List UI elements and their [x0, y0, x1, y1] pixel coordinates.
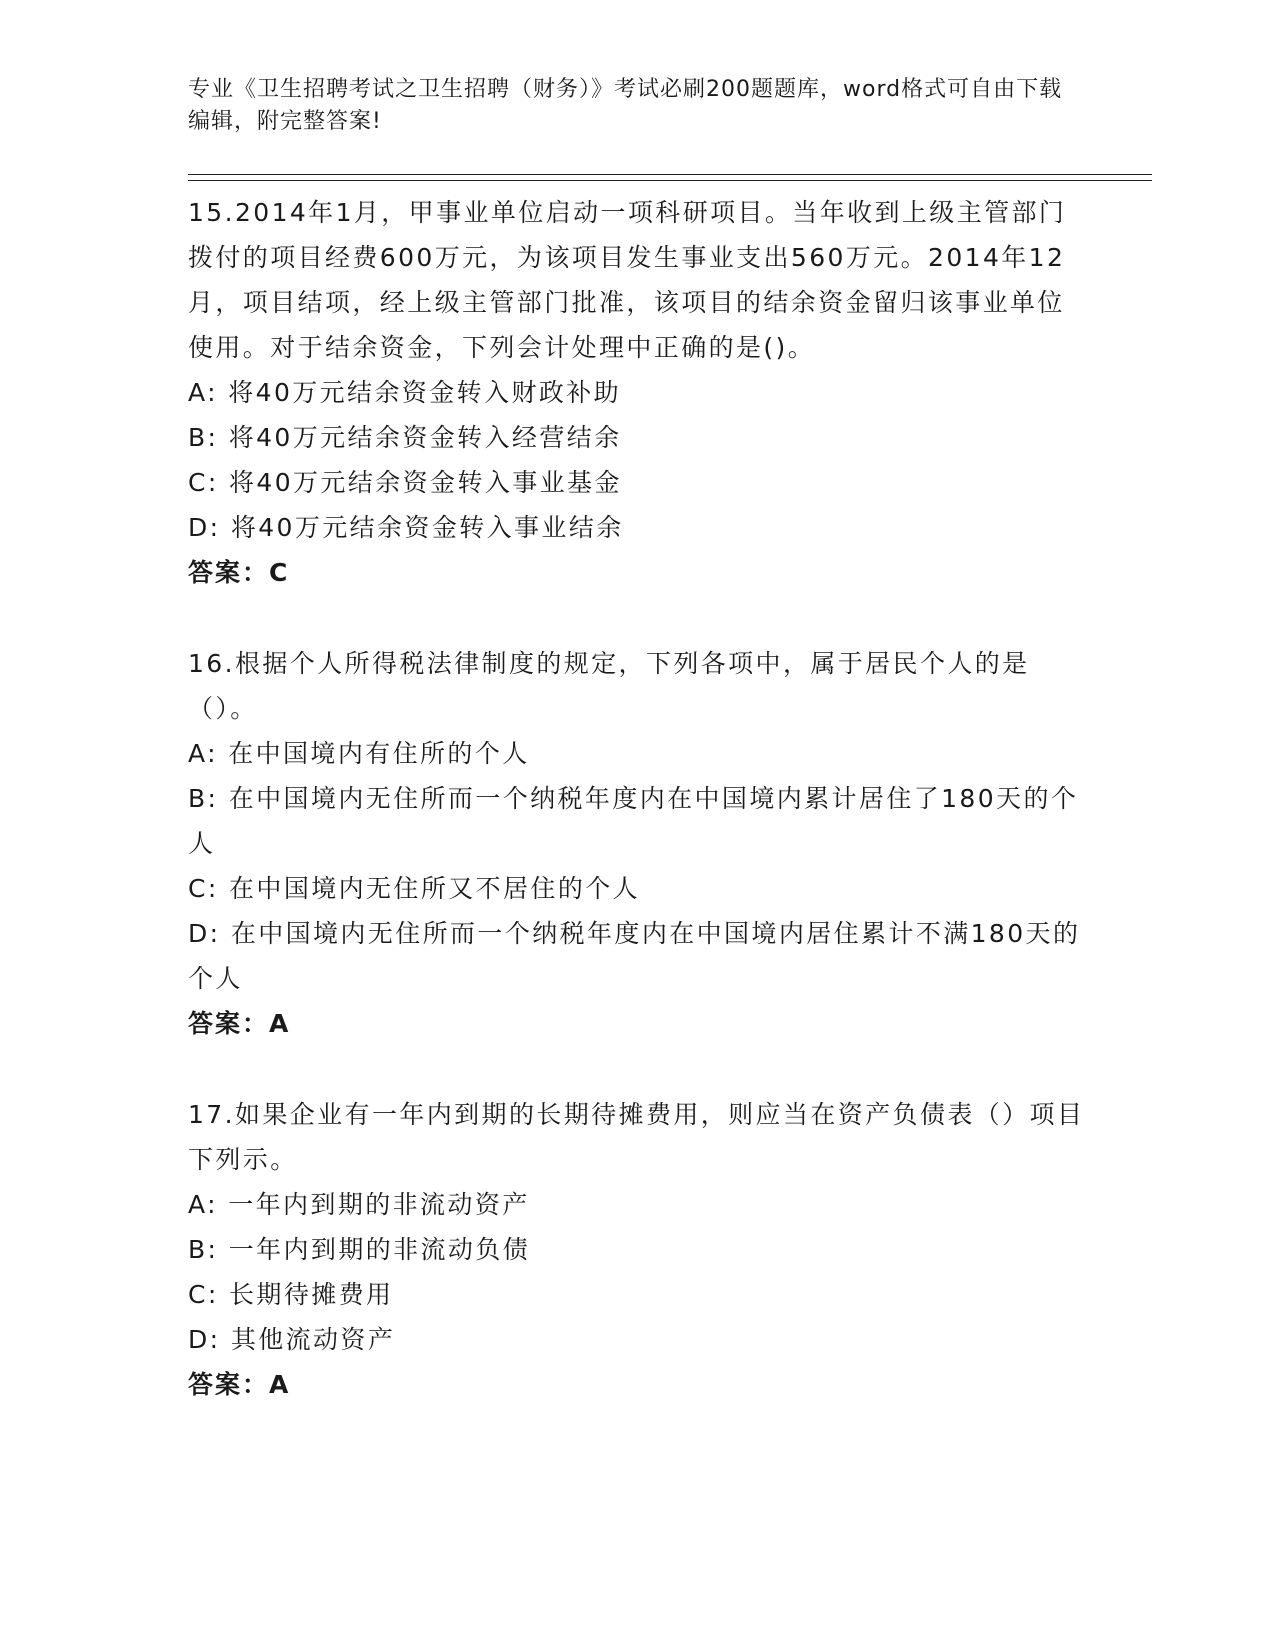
question-16 — [188, 641, 1088, 1046]
question-text: 15.2014年1月，甲事业单位启动一项科研项目。当年收到上级主管部门拨付的项目经费600万元，为该项目发生事业支出560万元。2014年12月，项目结项，经上级主管部门批准，该项目的结余资金留归该事业单位使用。对于结余资金，下列会计处理中正确的是()。 — [188, 198, 1067, 362]
option-a: A: 一年内到期的非流动资产 — [188, 1190, 530, 1219]
question-17 — [188, 1092, 1088, 1407]
option-b: B: 将40万元结余资金转入经营结余 — [188, 423, 622, 452]
question-text: 16.根据个人所得税法律制度的规定，下列各项中，属于居民个人的是（）。 — [188, 649, 1030, 723]
option-d: D: 在中国境内无住所而一个纳税年度内在中国境内居住累计不满180天的个人 — [188, 919, 1081, 993]
option-d: D: 其他流动资产 — [188, 1325, 396, 1354]
option-b: B: 在中国境内无住所而一个纳税年度内在中国境内累计居住了180天的个人 — [188, 784, 1079, 858]
question-text: 17.如果企业有一年内到期的长期待摊费用，则应当在资产负债表（）项目下列示。 — [188, 1100, 1085, 1174]
option-a: A: 将40万元结余资金转入财政补助 — [188, 378, 622, 407]
option-c: C: 将40万元结余资金转入事业基金 — [188, 468, 622, 497]
option-d: D: 将40万元结余资金转入事业结余 — [188, 513, 624, 542]
header-divider-bottom — [188, 180, 1152, 181]
answer-label: 答案：A — [188, 1370, 291, 1399]
question-list — [188, 190, 1088, 1453]
option-b: B: 一年内到期的非流动负债 — [188, 1235, 531, 1264]
option-c: C: 在中国境内无住所又不居住的个人 — [188, 874, 641, 903]
question-15 — [188, 190, 1088, 595]
answer-label: 答案：C — [188, 558, 290, 587]
option-c: C: 长期待摊费用 — [188, 1280, 394, 1309]
option-a: A: 在中国境内有住所的个人 — [188, 739, 530, 768]
header-divider-top — [188, 174, 1152, 175]
document-header: 专业《卫生招聘考试之卫生招聘（财务）》考试必刷200题题库，word格式可自由下载编辑，附完整答案! — [188, 77, 1063, 134]
answer-label: 答案：A — [188, 1009, 291, 1038]
